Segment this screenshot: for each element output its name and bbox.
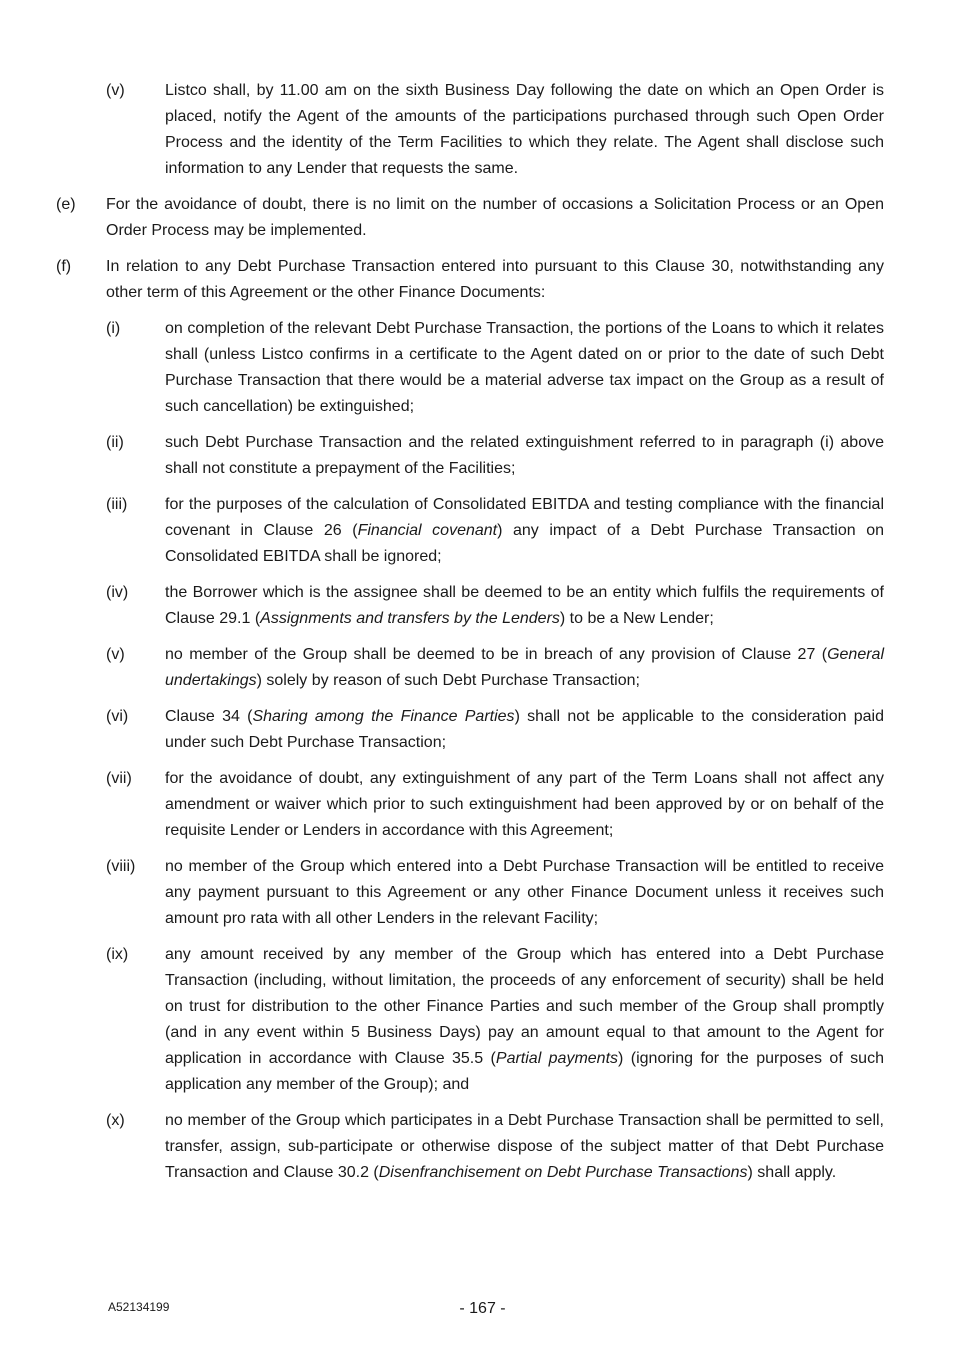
subclause-number: (vii) bbox=[106, 770, 132, 787]
subclause-number: (x) bbox=[106, 1112, 125, 1129]
subclause-number: (ix) bbox=[106, 946, 129, 963]
subclause-text: no member of the Group which entered into a Debt Purchase Transaction will be entitled to receive any payment pursuant to this Agreement or any other Finance Document unless it receives such amount pro rata with all other Lenders in the relevant Facility; bbox=[165, 858, 884, 927]
clause-reference-title: Financial covenant bbox=[357, 522, 498, 539]
subclause-text: no member of the Group shall be deemed to be in breach of any provision of Clause 27 (General undertakings) solely by reason of such Debt Purchase Transaction; bbox=[165, 646, 884, 689]
subclause-number: (viii) bbox=[106, 858, 136, 875]
subclause-text: any amount received by any member of the Group which has entered into a Debt Purchase Transaction (including, without limitation, the proceeds of any enforcement of security) shall be held on trust for distribution to the other Finance Parties and such member of the Group shall promptly (and in any event within 5 Business Days) pay an amount equal to that amount to the Agent for application in accordance with Clause 35.5 (Partial payments) (ignoring for the purposes of such application any member of the Group); and bbox=[165, 946, 884, 1093]
subclause-number: (v) bbox=[106, 646, 125, 663]
subclause-text: no member of the Group which participates in a Debt Purchase Transaction shall be permitted to sell, transfer, assign, sub-participate or otherwise dispose of the subject matter of that Debt Purchase Transaction and Clause 30.2 (Disenfranchisement on Debt Purchase Transactions) shall apply. bbox=[165, 1112, 884, 1181]
clause-number: (v) bbox=[106, 82, 125, 99]
clause-number: (f) bbox=[56, 258, 72, 275]
subclause-text: for the avoidance of doubt, any extinguishment of any part of the Term Loans shall not affect any amendment or waiver which prior to such extinguishment had been approved by or on behalf of the requisite Lender or Lenders in accordance with this Agreement; bbox=[165, 770, 884, 839]
subclause-number: (iv) bbox=[106, 584, 129, 601]
subclause-number: (ii) bbox=[106, 434, 124, 451]
subclause-text: Clause 34 (Sharing among the Finance Parties) shall not be applicable to the consideration paid under such Debt Purchase Transaction; bbox=[165, 708, 885, 751]
subclause-number: (iii) bbox=[106, 496, 128, 513]
clause-reference-title: Assignments and transfers by the Lenders bbox=[260, 610, 560, 627]
subclause-text: the Borrower which is the assignee shall be deemed to be an entity which fulfils the requirements of Clause 29.1 (Assignments and transfers by the Lenders) to be a New Lender; bbox=[165, 584, 884, 627]
clause-reference-title: Sharing among the Finance Parties bbox=[252, 708, 515, 725]
subclause-number: (i) bbox=[106, 320, 121, 337]
subclause-text: such Debt Purchase Transaction and the related extinguishment referred to in paragraph (i) above shall not constitute a prepayment of the Facilities; bbox=[165, 434, 884, 477]
clause-text: In relation to any Debt Purchase Transaction entered into pursuant to this Clause 30, notwithstanding any other term of this Agreement or the other Finance Documents: bbox=[106, 258, 884, 301]
clause-reference-title: Disenfranchisement on Debt Purchase Transactions bbox=[378, 1164, 748, 1181]
document-reference: A52134199 bbox=[108, 1300, 170, 1314]
subclause-text: for the purposes of the calculation of Consolidated EBITDA and testing compliance with the financial covenant in Clause 26 (Financial covenant) any impact of a Debt Purchase Transaction on Consolidated EBITDA shall be ignored; bbox=[165, 496, 884, 565]
clause-text: For the avoidance of doubt, there is no limit on the number of occasions a Solicitation Process or an Open Order Process may be implemented. bbox=[106, 196, 884, 239]
clause-reference-title: General undertakings bbox=[165, 646, 884, 689]
page-number: - 167 - bbox=[459, 1300, 506, 1317]
clause-number: (e) bbox=[56, 196, 76, 213]
clause-text: Listco shall, by 11.00 am on the sixth Business Day following the date on which an Open Order is placed, notify the Agent of the amounts of the participations purchased through such Open Order Process and the identity of the Term Facilities to which they relate. The Agent shall disclose such information to any Lender that requests the same. bbox=[165, 82, 884, 177]
subclause-text: on completion of the relevant Debt Purchase Transaction, the portions of the Loans to which it relates shall (unless Listco confirms in a certificate to the Agent dated on or prior to the date of such Debt Purchase Transaction that there would be a material adverse tax impact on the Group as a result of such cancellation) be extinguished; bbox=[165, 320, 884, 415]
subclause-number: (vi) bbox=[106, 708, 129, 725]
clause-reference-title: Partial payments bbox=[495, 1050, 619, 1067]
